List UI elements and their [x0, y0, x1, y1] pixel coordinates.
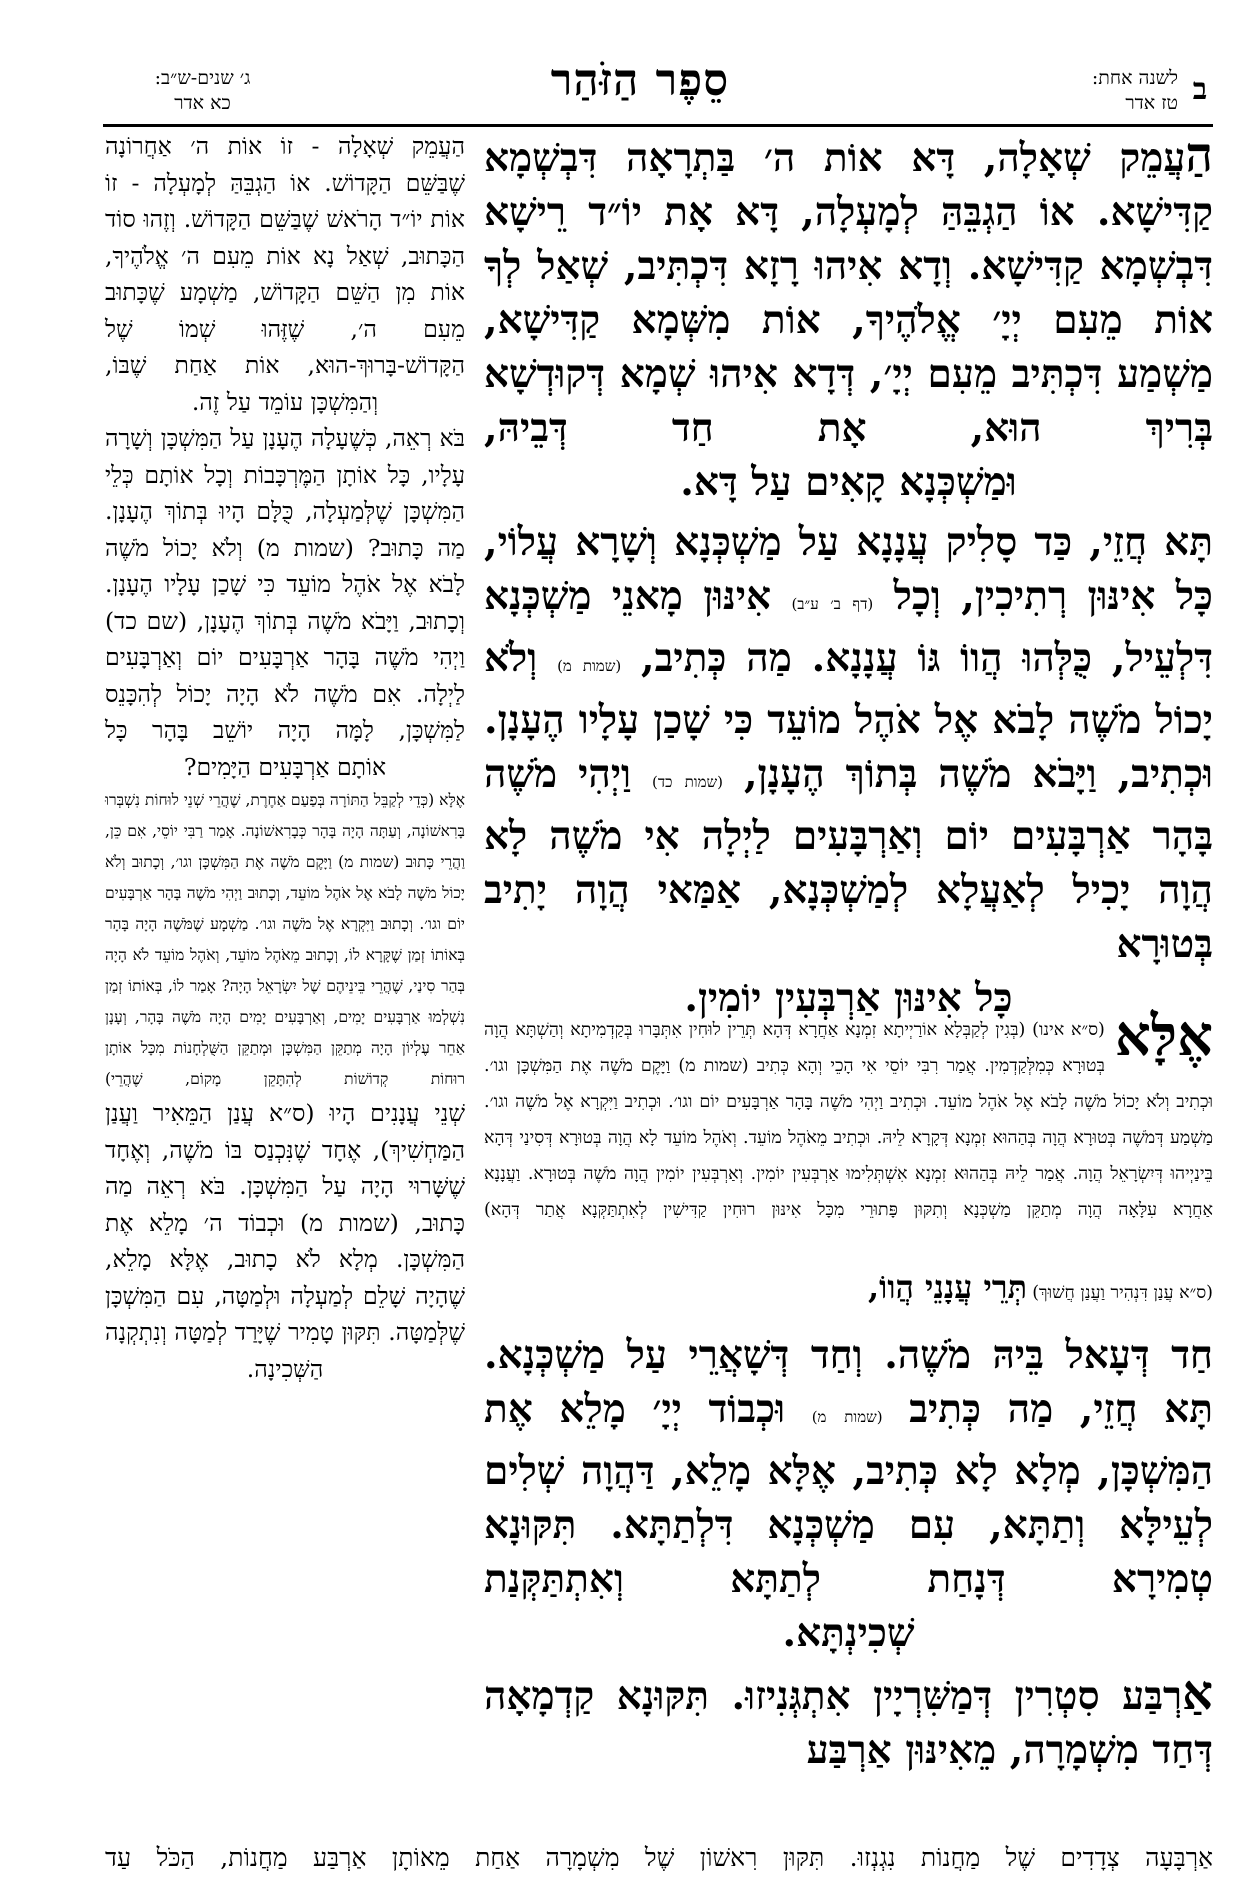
translation-paragraph-2-end: אוֹתָם אַרְבָּעִים הַיָּמִים?: [183, 752, 387, 781]
main-paragraph-1: הַעֲמֵק שְׁאָלָה, דָּא אוֹת ה׳ בַּתְרָאָה דִּבְשְׁמָא קַדִּישָׁא. אוֹ הַגְבֵּהַּ לְמָעְלָה, דָּא אָת יוֹ״ד רֵישָׁא דִּבְשְׁמָא קַדִּישָׁא. וְדָא אִיהוּ רָזָא דִּכְתִּיב, שְׁאַל לְךָ אוֹת מֵעִם יְיָ׳ אֱלֹהֶיךָ, אוֹת מִשְּׁמָא קַדִּישָׁא, מַשְׁמַע דִּכְתִּיב מֵעִם יְיָ׳, דְּדָא אִיהוּ שְׁמָא דְּקוּדְשָׁא בְּרִיךְ הוּא, אָת חַד דְּבֵיהּ,: [484, 127, 1213, 451]
page-number: ב: [1192, 72, 1208, 107]
header-left-line2: כא אדר: [174, 92, 231, 114]
main-paragraph-2a: תָּא חֲזֵי, כַּד סָלִיק עֲנָנָא עַל מַשְׁכְּנָא וְשָׁרָא עֲלוֹי, כָּל אִינּוּן רְתִיכִין, וְכָל: [484, 519, 1213, 619]
main-paragraph-5: אַרְבַּע סִטְרִין דְּמַשִּׁרְיָין אִתְגְּנִיזוּ. תִּקּוּנָא קַדְמָאָה דְּחַד מִשְׁמָרָה, מֵאִינּוּן אַרְבַּע: [484, 1665, 1213, 1773]
main-paragraph-4-end: שְׁכִינְתָּא.: [782, 1610, 915, 1656]
main-paragraph-4b: וּכְבוֹד יְיָ׳ מָלֵא אֶת הַמִּשְׁכָּן, מְלָא לָא כְּתִיב, אֶלָּא מָלֵא, דַּהֲוָה שְׁלִים לְעֵילָּא וְתַתָּא, עִם מַשְׁכְּנָא דִּלְתַתָּא. תִּקּוּנָא טְמִירָא דְּנָחַת לְתַתָּא וְאִתְתַּקְּנַת: [484, 1386, 1213, 1602]
translation-paragraph-3: אֶלָּא (כְּדֵי לְקַבֵּל הַתּוֹרָה בְּפַעַם אַחֶרֶת, שֶׁהֲרֵי שְׁנֵי לוּחוֹת נִשְׁבְּרוּ בָּרִאשׁוֹנָה, וְעַתָּה הָיָה בָּהָר כְּבָרִאשׁוֹנָה. אָמַר רַבִּי יוֹסֵי, אִם כֵּן, וַהֲרֵי כָּתוּב (שמות מ) וַיָּקֶם מֹשֶׁה אֶת הַמִּשְׁכָּן וגו׳, וְכָתוּב וְלֹא יָכוֹל מֹשֶׁה לָבֹא אֶל אֹהֶל מוֹעֵד, וְכָתוּב וַיְהִי מֹשֶׁה בָּהָר אַרְבָּעִים יוֹם וגו׳. וְכָתוּב וַיִּקְרָא אֶל מֹשֶׁה וגו׳. מַשְׁמָע שֶׁמֹּשֶׁה הָיָה בָּהָר בְּאוֹתוֹ זְמַן שֶׁקָּרָא לוֹ, וְכָתוּב מֵאֹהֶל מוֹעֵד, וְאֹהֶל מוֹעֵד לֹא הָיָה בְּהַר סִינַי, שֶׁהֲרֵי בֵּינֵיהֶם שֶׁל יִשְׂרָאֵל הָיָה? אָמַר לוֹ, בְּאוֹתוֹ זְמַן נִשְׁלְמוּ אַרְבָּעִים יָמִים, וְאַרְבָּעִים יָמִים הָיָה מֹשֶׁה בָּהָר, וְעָנָן אַחֵר עֶלְיוֹן הָיָה מְתַקֵּן הַמִּשְׁכָּן וּמְתַקֵּן הַשֻּׁלְחָנוֹת מִכָּל אוֹתָן רוּחוֹת קְדוֹשׁוֹת לְהִתָּקֵן מָקוֹם, שֶׁהֲרֵי): [105, 791, 465, 1088]
main-paragraph-2: [484, 515, 1213, 971]
verse-reference-1: (שמות מ): [557, 657, 622, 675]
commentary-block: [484, 1003, 1213, 1228]
commentary-tail-main: תְּרֵי עֲנָנֵי הֲווֹ,: [867, 1268, 1028, 1306]
header-right-line1: לשנה אחת:: [1091, 67, 1178, 89]
header-left-line1: ג׳ שנים-ש״ב:: [154, 67, 251, 89]
translation-paragraph-2: בֹּא רְאֵה, כְּשֶׁעָלָה הֶעָנָן עַל הַמִּשְׁכָּן וְשָׁרָה עָלָיו, כָּל אוֹתָן הַמֶּרְכָּבוֹת וְכָל אוֹתָם כְּלֵי הַמִּשְׁכָּן שֶׁלְּמַעְלָה, כֻּלָּם הָיוּ בְּתוֹךְ הֶעָנָן. מַה כָּתוּב? (שמות מ) וְלֹא יָכוֹל מֹשֶׁה לָבֹא אֶל אֹהֶל מוֹעֵד כִּי שָׁכַן עָלָיו הֶעָנָן. וְכָתוּב, וַיָּבֹא מֹשֶׁה בְּתוֹךְ הֶעָנָן, (שם כד) וַיְהִי מֹשֶׁה בָּהָר אַרְבָּעִים יוֹם וְאַרְבָּעִים לַיְלָה. אִם מֹשֶׁה לֹא הָיָה יָכוֹל לְהִכָּנֵס לַמִּשְׁכָּן, לָמָּה הָיָה יוֹשֵׁב בָּהָר כָּל: [105, 424, 465, 744]
translation-paragraph-3b-end: הַשְּׁכִינָה.: [246, 1354, 324, 1383]
verse-reference-3: (שמות מ): [811, 1408, 883, 1426]
commentary-opener: אֶלָּא: [1114, 1003, 1213, 1069]
main-zohar-column: [484, 128, 1213, 1025]
verse-reference-2: (שמות כד): [652, 773, 723, 791]
commentary-text: (ס״א אינו) (בְּגִין לְקַבְּלָא אוֹרַיְיתָא זִמְנָא אַחֲרָא דְּהָא תְּרֵין לוּחִין אִתְּבָּרוּ בְּקַדְמִיתָא וְהַשְׁתָּא הֲוָה בְּטוּרָא כְּמִלְּקַדְמִין. אֲמַר רִבִּי יוֹסֵי אִי הָכֵי וְהָא כְּתִיב (שמות מ) וַיָּקֶם מֹשֶׁה אֶת הַמִּשְׁכָּן וגו׳. וּכְתִיב וְלֹא יָכוֹל מֹשֶׁה לָבֹא אֶל אֹהֶל מוֹעֵד. וּכְתִיב וַיְהִי מֹשֶׁה בָּהָר אַרְבָּעִים יוֹם וגו׳. וּכְתִיב וַיִּקְרָא אֶל מֹשֶׁה וגו׳. מַשְׁמַע דְּמֹשֶׁה בְּטוּרָא הֲוָה בְּהַהוּא זִמְנָא דְּקָרָא לֵיהּ. וּכְתִיב מֵאֹהֶל מוֹעֵד. וְאֹהֶל מוֹעֵד לָא הֲוָה בְּטוּרָא דְּסִינַי דְּהָא בֵּינַיְיהוּ דְּיִשְׂרָאֵל הֲוָה. אֲמַר לֵיהּ בְּהַהוּא זִמְנָא אִשְׁתְּלִימוּ אַרְבְּעִין יוֹמִין. וְאַרְבְּעִין יוֹמִין הֲוָה מֹשֶׁה בְּטוּרָא. וַעֲנָנָא אַחֲרָא עִלָּאָה הֲוָה מְתַקֵּן מַשְׁכְּנָא וְתִקּוּן פָּתוּרֵי מִכָּל אִינּוּן רוּחִין קַדִּישִׁין לְאִתְתַּקְּנָא אֲתַר דְּהָא): [484, 1020, 1213, 1220]
main-paragraph-2-end: כָּל אִינּוּן אַרְבְּעִין יוֹמִין.: [684, 975, 1013, 1021]
book-title: סֵפֶר הַזֹּהַר: [550, 55, 730, 106]
translation-paragraph-3b: שְׁנֵי עֲנָנִים הָיוּ (ס״א עֲנַן הַמֵּאִיר וַעֲנַן הַמַּחְשִׁיךְ), אֶחָד שֶׁנִּכְנַס בּוֹ מֹשֶׁה, וְאֶחָד שֶׁשָּׁרוּי הָיָה עַל הַמִּשְׁכָּן. בֹּא רְאֵה מַה כָּתוּב, (שמות מ) וּכְבוֹד ה׳ מָלֵא אֶת הַמִּשְׁכָּן. מְלָא לֹא כָתוּב, אֶלָּא מָלֵא, שֶׁהָיָה שָׁלֵם לְמַעְלָה וּלְמַטָּה, עִם הַמִּשְׁכָּן שֶׁלְּמַטָּה. תִּקּוּן טָמִיר שֶׁיָּרַד לְמַטָּה וְנִתְקְנָה: [105, 1099, 465, 1346]
commentary-tail: [484, 1268, 1213, 1306]
translation-paragraph-1: הַעֲמֵק שְׁאָלָה - זוֹ אוֹת ה׳ אַחֲרוֹנָה שֶׁבַּשֵּׁם הַקָּדוֹשׁ. אוֹ הַגְבֵּהַּ לְמָעְלָה - זוֹ אוֹת יוֹ״ד הָרֹאשׁ שֶׁבַּשֵּׁם הַקָּדוֹשׁ. וְזֶהוּ סוֹד הַכָּתוּב, שְׁאַל נָא אוֹת מֵעִם ה׳ אֱלֹהֶיךָ, אוֹת מִן הַשֵּׁם הַקָּדוֹשׁ, מַשְׁמָע שֶׁכָּתוּב מֵעִם ה׳, שֶׁזֶּהוּ שְׁמוֹ שֶׁל הַקָּדוֹשׁ-בָּרוּךְ-הוּא, אוֹת אַחַת שֶׁבּוֹ,: [105, 132, 465, 379]
main-paragraph-4a: חַד דְּעָאל בֵּיהּ מֹשֶׁה. וְחַד דְּשָׁאֲרֵי עַל מַשְׁכְּנָא. תָּא חֲזֵי, מַה כְּתִיב: [484, 1332, 1213, 1432]
main-paragraph-1-end: וּמַשְׁכְּנָא קָאִים עַל דָּא.: [680, 459, 1017, 505]
commentary-tail-ref: (ס״א עֲנַן דִּנְהִיר וַעֲנַן חֲשׁוּךְ): [1032, 1283, 1213, 1303]
header-right-schedule: [1000, 66, 1178, 116]
translation-column: [105, 128, 465, 1387]
daf-reference: (דף ב׳ ע״ב): [791, 595, 874, 613]
main-paragraph-2b: אִינּוּן מָאנֵי מַשְׁכְּנָא דִּלְעֵיל, כֻּלְּהוּ הֲווֹ גּוֹ עֲנָנָא. מַה כְּתִיב,: [484, 573, 1213, 681]
translation-paragraph-1-end: וְהַמִּשְׁכָּן עוֹמֵד עַל זֶה.: [191, 387, 379, 416]
main-paragraph-4: [484, 1328, 1213, 1606]
header-divider: [103, 124, 1213, 127]
main-paragraph-2c: וְלֹא יָכוֹל מֹשֶׁה לָבֹא אֶל אֹהֶל מוֹעֵד כִּי שָׁכַן עָלָיו הֶעָנָן. וּכְתִיב, וַיָּבֹא מֹשֶׁה בְּתוֹךְ הֶעָנָן,: [484, 635, 1214, 797]
header-right-line2: טז אדר: [1125, 92, 1178, 114]
bottom-translation-line: אַרְבָּעָה צְדָדִים שֶׁל מַחֲנוֹת נִגְנְזוּ. תִּקּוּן רִאשׁוֹן שֶׁל מִשְׁמָרָה אַחַת מֵאוֹתָן אַרְבַּע מַחֲנוֹת, הַכֹּל עַד: [105, 1843, 1213, 1872]
main-paragraph-2d: וַיְהִי מֹשֶׁה בָּהָר אַרְבָּעִים יוֹם וְאַרְבָּעִים לַיְלָה אִי מֹשֶׁה לָא הֲוָה יָכִיל לְאַעֲלָא לְמַשְׁכְּנָא, אַמַּאי הֲוָה יָתִיב בְּטוּרָא: [484, 751, 1213, 967]
header-left-schedule: [105, 66, 300, 116]
main-zohar-column-cont: [484, 1328, 1213, 1777]
